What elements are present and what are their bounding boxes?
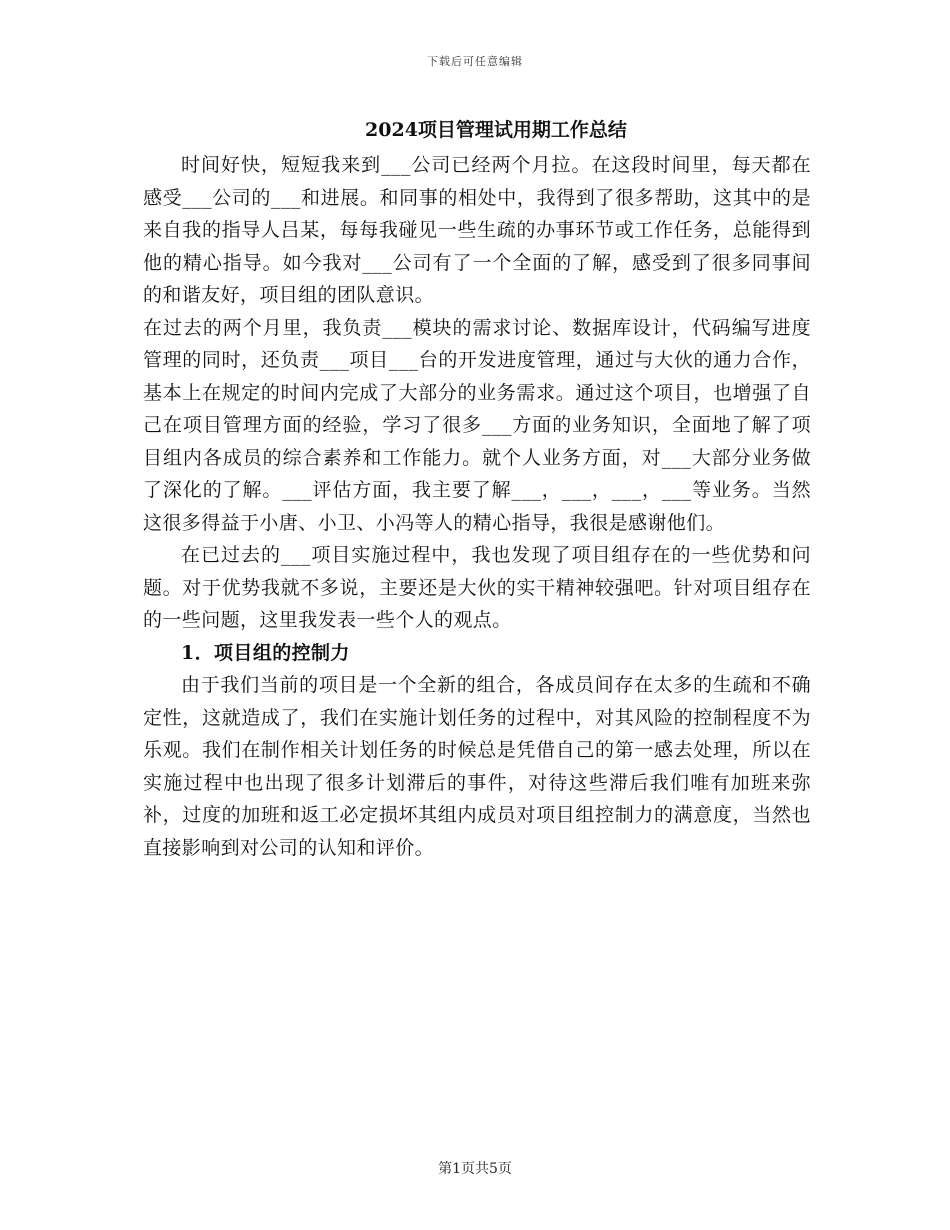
paragraph-problems: 在已过去的___项目实施过程中，我也发现了项目组存在的一些优势和问题。对于优势我就不多说，主要还是大伙的实干精神较强吧。针对项目组存在的一些问题，这里我发表一些个人的观点。 <box>143 544 811 631</box>
paragraph-intro: 时间好快，短短我来到___公司已经两个月拉。在这段时间里，每天都在感受___公司的___和进展。和同事的相处中，我得到了很多帮助，这其中的是来自我的指导人吕某，每每我碰见一些生疏的办事环节或工作任务，总能得到他的精心指导。如今我对___公司有了一个全面的了解，感受到了很多同事间的和谐友好，项目组的团队意识。 <box>143 154 811 306</box>
header-note: 下载后可任意编辑 <box>427 55 523 68</box>
paragraph-control: 由于我们当前的项目是一个全新的组合，各成员间存在太多的生疏和不确定性，这就造成了，我们在实施计划任务的过程中，对其风险的控制程度不为乐观。我们在制作相关计划任务的时候总是凭借自己的第一感去处理，所以在实施过程中也出现了很多计划滞后的事件，对待这些滞后我们唯有加班来弥补，过度的加班和返工必定损坏其组内成员对项目组控制力的满意度，当然也直接影响到对公司的认知和评价。 <box>143 674 811 859</box>
section-heading: 1．项目组的控制力 <box>181 641 350 664</box>
document-title: 2024项目管理试用期工作总结 <box>365 119 627 141</box>
page-footer: 第1页共5页 <box>438 1161 512 1177</box>
document-body <box>143 149 811 864</box>
paragraph-work-summary: 在过去的两个月里，我负责___模块的需求讨论、数据库设计，代码编写进度管理的同时，还负责___项目___台的开发进度管理，通过与大伙的通力合作，基本上在规定的时间内完成了大部分的业务需求。通过这个项目，也增强了自己在项目管理方面的经验，学习了很多___方面的业务知识，全面地了解了项目组内各成员的综合素养和工作能力。就个人业务方面，对___大部分业务做了深化的了解。___评估方面，我主要了解___，___，___，___等业务。当然这很多得益于小唐、小卫、小冯等人的精心指导，我很是感谢他们。 <box>143 316 811 534</box>
